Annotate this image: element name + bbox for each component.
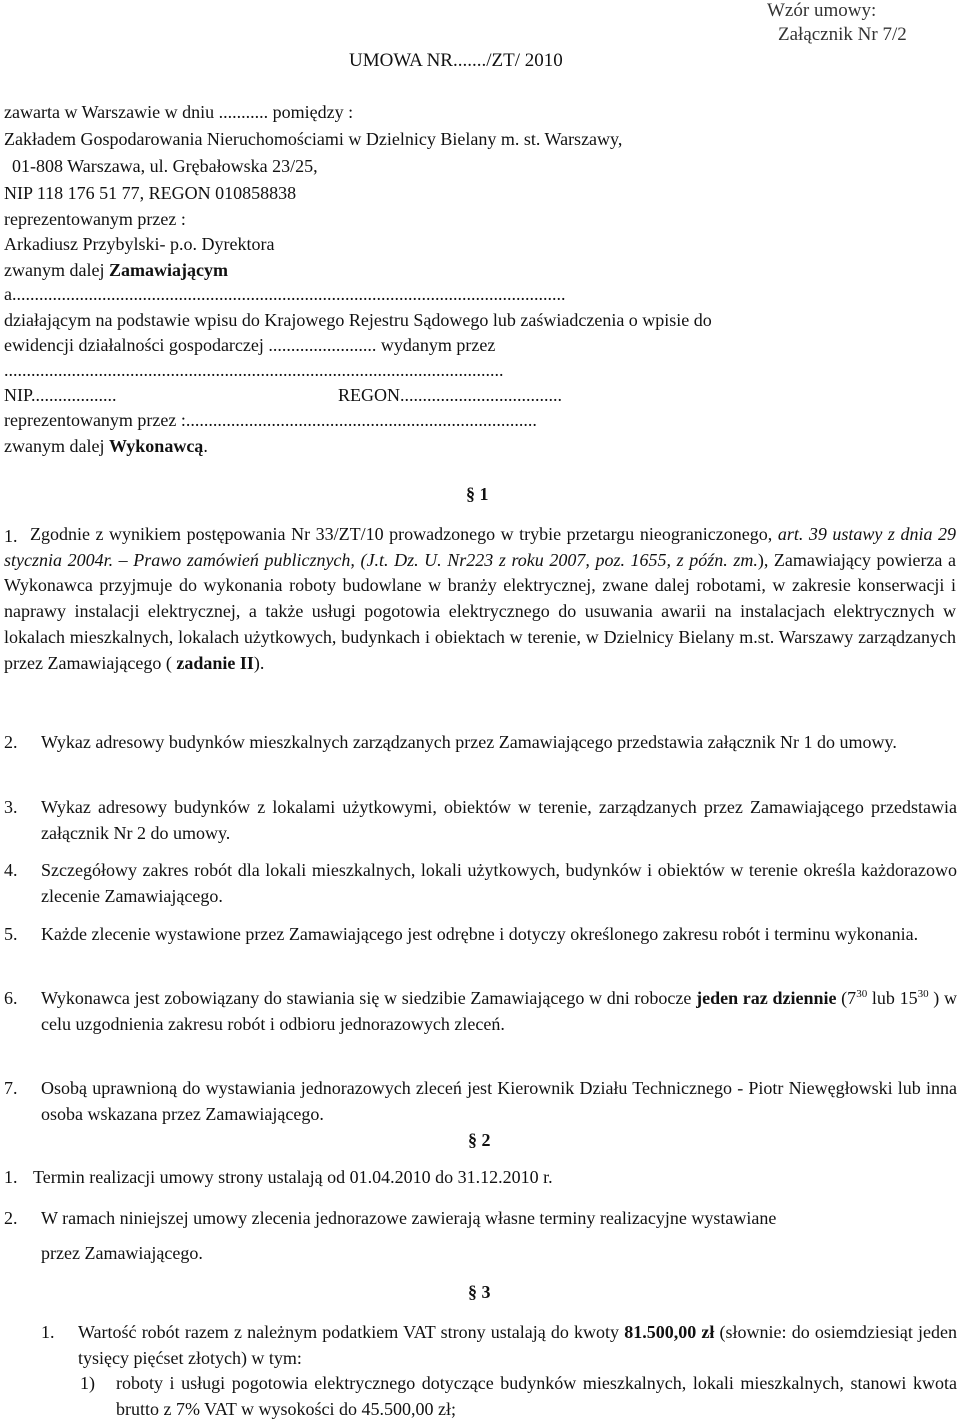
s1-p2-number: 2. — [4, 732, 18, 752]
parties-regon: REGON.................................... — [338, 385, 562, 405]
parties-line-13: reprezentowanym przez :.............................................................................. — [4, 410, 537, 430]
time-superscript: 30 — [856, 988, 868, 1000]
parties-line-9: działającym na podstawie wpisu do Krajowego Rejestru Sądowego lub zaświadczenia o wpisie do — [4, 310, 712, 330]
s2-p1-text: Termin realizacji umowy strony ustalają od 01.04.2010 do 31.12.2010 r. — [33, 1167, 553, 1187]
s1-p1-number: 1. — [4, 526, 18, 546]
s1-p1-text: Zgodnie z wynikiem postępowania Nr 33/ZT/10 prowadzonego w trybie przetargu nieograniczonego, art. 39 ustawy z dnia 29 stycznia 2004r. – Prawo zamówień publicznych, (J.t. Dz. U. Nr223 z roku 2007, poz. 1655, z późn. zm.), Zamawiający powierza a Wykonawca przyjmuje do wykonania roboty budowlane w branży elektrycznej, zwane dalej robotami, w zakresie konserwacji i naprawy instalacji elektrycznej, a także usługi pogotowia elektrycznego do usuwania awarii na instalacjach elektrycznych w lokalach mieszkalnych, lokalach użytkowych, budynkach i obiektach w terenie, w Dzielnicy Bielany m.st. Warszawy zarządzanych przez Zamawiającego ( zadanie II). — [4, 524, 957, 673]
s3-p1-number: 1. — [41, 1322, 55, 1342]
document-title: UMOWA NR......./ZT/ 2010 — [349, 50, 563, 71]
s2-p2-number: 2. — [4, 1208, 18, 1228]
parties-line-4: NIP 118 176 51 77, REGON 010858838 — [4, 183, 297, 203]
s1-p4-number: 4. — [4, 860, 18, 880]
section-1-heading: § 1 — [466, 484, 489, 504]
s1-p4-text: Szczegółowy zakres robót dla lokali mieszkalnych, lokali użytkowych, budynków i obiektów w terenie określa każdorazowo zlecenie Zamawiającego. — [41, 860, 957, 906]
attachment-label: Załącznik Nr 7/2 — [778, 24, 907, 45]
s1-p3-number: 3. — [4, 797, 18, 817]
parties-line-14: zwanym dalej Wykonawcą. — [4, 436, 208, 456]
s1-p5-number: 5. — [4, 924, 18, 944]
s2-p1-number: 1. — [4, 1167, 18, 1187]
s3-sub1-number: 1) — [80, 1373, 95, 1393]
time-superscript: 30 — [917, 988, 929, 1000]
s1-p7-number: 7. — [4, 1078, 18, 1098]
s3-p1-text: Wartość robót razem z należnym podatkiem VAT strony ustalają do kwoty 81.500,00 zł (słownie: do osiemdziesiąt jeden tysięcy pięćset złotych) w tym: — [78, 1322, 957, 1368]
section-3-heading: § 3 — [468, 1282, 491, 1302]
s1-p6-text: Wykonawca jest zobowiązany do stawiania się w siedzibie Zamawiającego w dni robocze jeden raz dziennie ($7^{30}$ lub $15^{30}$ ) w celu uzgodnienia zakresu robót i odbioru jednorazowych zleceń. — [41, 988, 957, 1034]
s2-p2-text: W ramach niniejszej umowy zlecenia jednorazowe zawierają własne terminy realizacyjne wystawiane — [41, 1208, 777, 1228]
parties-line-7: zwanym dalej Zamawiającym — [4, 260, 228, 280]
template-label: Wzór umowy: — [767, 0, 877, 21]
parties-line-11: ............................................................................................................... — [4, 360, 504, 380]
section-2-heading: § 2 — [468, 1130, 491, 1150]
parties-line-10: ewidencji działalności gospodarczej ........................ wydanym przez — [4, 335, 496, 355]
s1-p5-text: Każde zlecenie wystawione przez Zamawiającego jest odrębne i dotyczy określonego zakresu robót i terminu wykonania. — [41, 924, 919, 944]
s3-sub1-text: roboty i usługi pogotowia elektrycznego dotyczące budynków mieszkalnych, lokali mieszkalnych, stanowi kwota brutto z 7% VAT w wysokości do 45.500,00 zł; — [116, 1373, 957, 1419]
s1-p2-text: Wykaz adresowy budynków mieszkalnych zarządzanych przez Zamawiającego przedstawia załącznik Nr 1 do umowy. — [41, 732, 897, 752]
s1-p6-number: 6. — [4, 988, 18, 1008]
s1-p7-text: Osobą uprawnioną do wystawiania jednorazowych zleceń jest Kierownik Działu Technicznego - Piotr Niewęgłowski lub inna osoba wskazana przez Zamawiającego. — [41, 1078, 957, 1124]
parties-nip: NIP................... — [4, 385, 117, 405]
parties-line-3: 01-808 Warszawa, ul. Grębałowska 23/25, — [12, 156, 318, 176]
parties-line-5: reprezentowanym przez : — [4, 209, 186, 229]
parties-line-2: Zakładem Gospodarowania Nieruchomościami w Dzielnicy Bielany m. st. Warszawy, — [4, 129, 623, 149]
s2-p2-text-continued: przez Zamawiającego. — [41, 1243, 203, 1263]
parties-line-8: a........................................................................................................................... — [4, 284, 566, 304]
s1-p3-text: Wykaz adresowy budynków z lokalami użytkowymi, obiektów w terenie, zarządzanych przez Zamawiającego przedstawia załącznik Nr 2 do umowy. — [41, 797, 957, 843]
parties-line-1: zawarta w Warszawie w dniu ........... pomiędzy : — [4, 102, 354, 122]
parties-line-6: Arkadiusz Przybylski- p.o. Dyrektora — [4, 234, 275, 254]
